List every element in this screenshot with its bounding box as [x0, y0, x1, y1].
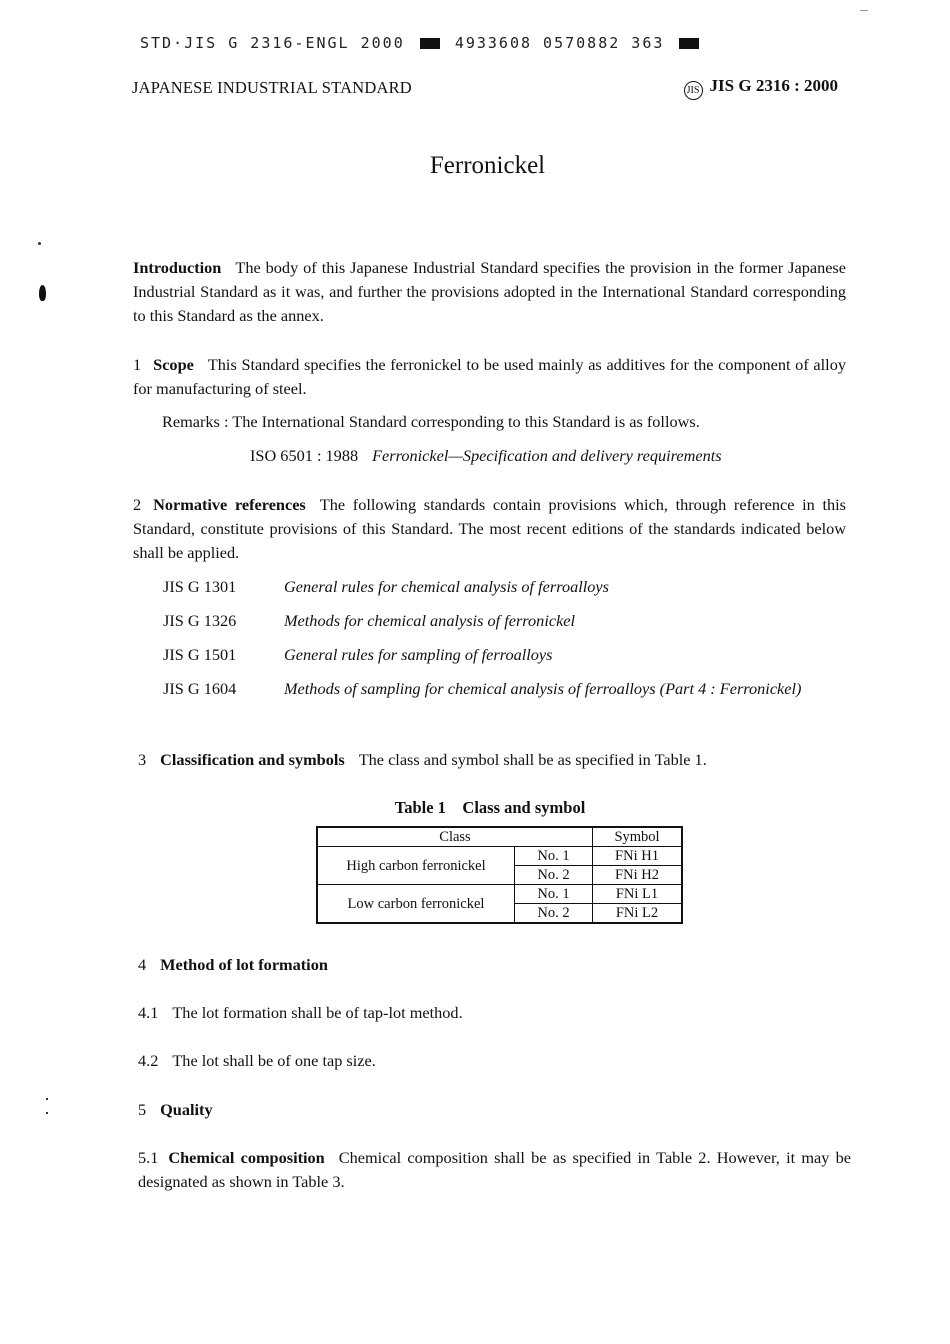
- class-symbol: FNi L1: [593, 885, 683, 904]
- iso-title: Ferronickel—Specification and delivery requirements: [372, 446, 722, 465]
- reference-code: JIS G 1301: [163, 577, 237, 596]
- lot-formation-section: [138, 953, 328, 977]
- header-standard-number: [684, 76, 838, 100]
- table-header-row: [317, 827, 682, 847]
- subsection-4-2: [138, 1049, 376, 1073]
- reference-item: [163, 643, 863, 667]
- subsection-number: 4.1: [138, 1003, 159, 1022]
- class-name: High carbon ferronickel: [317, 847, 515, 885]
- subsection-heading: Chemical composition: [168, 1148, 325, 1167]
- scan-mark: [39, 285, 46, 301]
- introduction-heading: Introduction: [133, 258, 222, 277]
- class-symbol-table: [316, 826, 683, 924]
- standard-code: JIS G 2316 : 2000: [709, 76, 838, 95]
- classification-section: [138, 748, 858, 772]
- lot-number: 4: [138, 955, 147, 974]
- quality-heading: Quality: [160, 1100, 213, 1119]
- subsection-text: Chemical composition shall be as specified in Table 2. However, it may be designated as shown in Table 3.: [138, 1148, 852, 1191]
- class-number: No. 1: [515, 847, 593, 866]
- scan-speck: [46, 1098, 48, 1100]
- quality-section: [138, 1098, 213, 1122]
- reference-title: Methods for chemical analysis of ferronickel: [284, 611, 576, 630]
- scope-section: [133, 353, 846, 401]
- reference-title: General rules for chemical analysis of ferroalloys: [284, 577, 609, 596]
- normative-number: 2: [133, 495, 142, 514]
- reference-item: [163, 677, 853, 701]
- subsection-text: The lot formation shall be of tap-lot method.: [172, 1003, 463, 1022]
- table-row: [317, 885, 682, 904]
- reference-code: JIS G 1326: [163, 611, 237, 630]
- stamp-block-icon: [420, 38, 440, 49]
- normative-text: The following standards contain provisions which, through reference in this Standard, constitute provisions of this Standard. The most recent editions of the standards indicated below shall be applied.: [133, 495, 846, 562]
- subsection-number: 5.1: [138, 1148, 159, 1167]
- scope-remarks: Remarks : The International Standard corresponding to this Standard is as follows.: [162, 412, 700, 431]
- class-number: No. 2: [515, 904, 593, 924]
- class-symbol: FNi L2: [593, 904, 683, 924]
- scan-speck: [46, 1112, 48, 1114]
- scan-speck: [38, 242, 41, 245]
- header-symbol: Symbol: [593, 827, 683, 847]
- class-symbol: FNi H2: [593, 866, 683, 885]
- iso-reference: [250, 446, 722, 466]
- reference-item: [163, 575, 863, 599]
- introduction-text: The body of this Japanese Industrial Standard specifies the provision in the former Japanese Industrial Standard as it was, and further the provisions adopted in the International Standard corresponding to this Standard as the annex.: [133, 258, 846, 325]
- table-row: [317, 847, 682, 866]
- scan-speck: [860, 10, 868, 11]
- classification-text: The class and symbol shall be as specified in Table 1.: [358, 750, 707, 769]
- stamp-block-icon: [679, 38, 699, 49]
- subsection-4-1: [138, 1001, 463, 1025]
- jis-mark-icon: JIS: [684, 81, 703, 100]
- class-symbol: FNi H1: [593, 847, 683, 866]
- class-number: No. 2: [515, 866, 593, 885]
- scope-heading: Scope: [153, 355, 194, 374]
- class-number: No. 1: [515, 885, 593, 904]
- table-caption: Table 1 Class and symbol: [394, 798, 586, 817]
- reference-title: Methods of sampling for chemical analysis of ferroalloys (Part 4 : Ferronickel): [284, 679, 802, 698]
- classification-heading: Classification and symbols: [160, 750, 345, 769]
- subsection-text: The lot shall be of one tap size.: [172, 1051, 376, 1070]
- scope-number: 1: [133, 355, 142, 374]
- document-stamp: [140, 34, 703, 52]
- normative-references-section: [133, 493, 846, 565]
- reference-title: General rules for sampling of ferroalloys: [284, 645, 553, 664]
- reference-item: [163, 609, 863, 633]
- classification-number: 3: [138, 750, 147, 769]
- lot-heading: Method of lot formation: [160, 955, 328, 974]
- introduction-section: [133, 256, 846, 328]
- stamp-code: STD·JIS G 2316-ENGL 2000: [140, 34, 405, 52]
- stamp-number: 4933608 0570882 363: [454, 34, 665, 52]
- subsection-number: 4.2: [138, 1051, 159, 1070]
- reference-code: JIS G 1501: [163, 645, 237, 664]
- scope-text: This Standard specifies the ferronickel to be used mainly as additives for the component of alloy for manufacturing of steel.: [133, 355, 846, 398]
- header-organization: JAPANESE INDUSTRIAL STANDARD: [132, 78, 412, 97]
- class-name: Low carbon ferronickel: [317, 885, 515, 924]
- normative-heading: Normative references: [153, 495, 306, 514]
- iso-code: ISO 6501 : 1988: [250, 446, 359, 465]
- header-class: Class: [317, 827, 593, 847]
- reference-code: JIS G 1604: [163, 679, 237, 698]
- quality-number: 5: [138, 1100, 147, 1119]
- subsection-5-1: [138, 1146, 851, 1194]
- page-title: Ferronickel: [429, 152, 546, 179]
